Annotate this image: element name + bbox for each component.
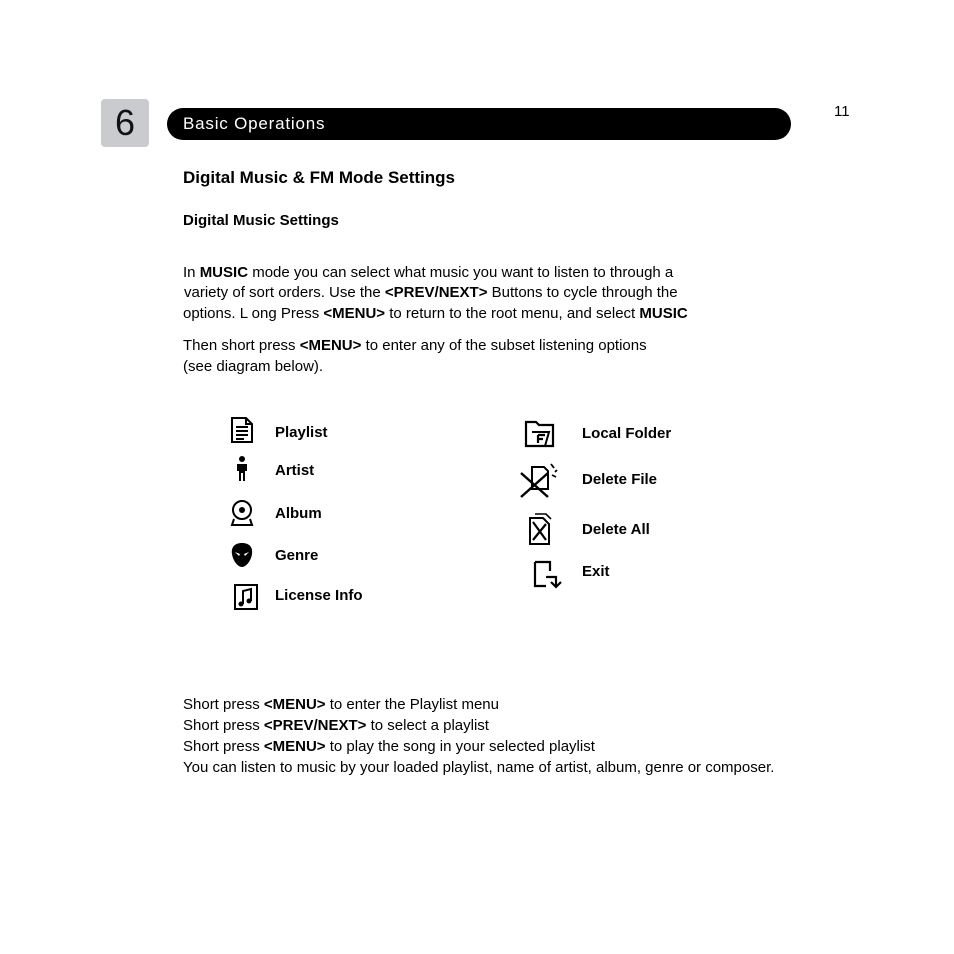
intro-line-3: options. L ong Press <MENU> to return to the root menu, and select MUSIC	[183, 305, 688, 322]
playlist-icon	[228, 416, 256, 444]
page-heading: Digital Music & FM Mode Settings	[183, 168, 456, 187]
delete-all-icon	[526, 512, 552, 546]
instruction-line-3: Short press <MENU> to play the song in your selected playlist	[183, 738, 595, 755]
intro-line-1: In MUSIC mode you can select what music you want to listen to through a	[183, 264, 674, 281]
menu-item-delete-file: Delete File	[582, 471, 658, 488]
license-info-icon	[232, 583, 260, 611]
exit-icon	[532, 559, 564, 589]
delete-file-icon	[518, 461, 558, 499]
page-number: 11	[834, 103, 850, 120]
menu-item-album: Album	[275, 505, 322, 522]
local-folder-icon	[523, 416, 557, 450]
instruction-line-4: You can listen to music by your loaded playlist, name of artist, album, genre or composer.	[183, 759, 775, 776]
genre-icon	[228, 541, 256, 569]
menu-item-local-folder: Local Folder	[582, 425, 672, 442]
album-icon	[228, 499, 256, 527]
intro-line-2: variety of sort orders. Use the <PREV/NEXT> Buttons to cycle through the	[184, 284, 678, 301]
section-title-bar	[167, 108, 791, 140]
chapter-number-box	[101, 99, 149, 147]
then-line-2: (see diagram below).	[183, 358, 324, 375]
menu-item-artist: Artist	[275, 462, 315, 479]
menu-item-genre: Genre	[275, 547, 319, 564]
menu-item-exit: Exit	[582, 563, 610, 580]
instruction-line-1: Short press <MENU> to enter the Playlist menu	[183, 696, 499, 713]
menu-item-license-info: License Info	[275, 587, 363, 604]
menu-item-delete-all: Delete All	[582, 521, 650, 538]
artist-icon	[228, 455, 256, 483]
subheading: Digital Music Settings	[183, 212, 339, 229]
instruction-line-2: Short press <PREV/NEXT> to select a playlist	[183, 717, 489, 734]
then-line-1: Then short press <MENU> to enter any of the subset listening options	[183, 337, 647, 354]
menu-item-playlist: Playlist	[275, 424, 328, 441]
chapter-number: 6	[114, 102, 136, 143]
section-title: Basic Operations	[183, 114, 326, 133]
